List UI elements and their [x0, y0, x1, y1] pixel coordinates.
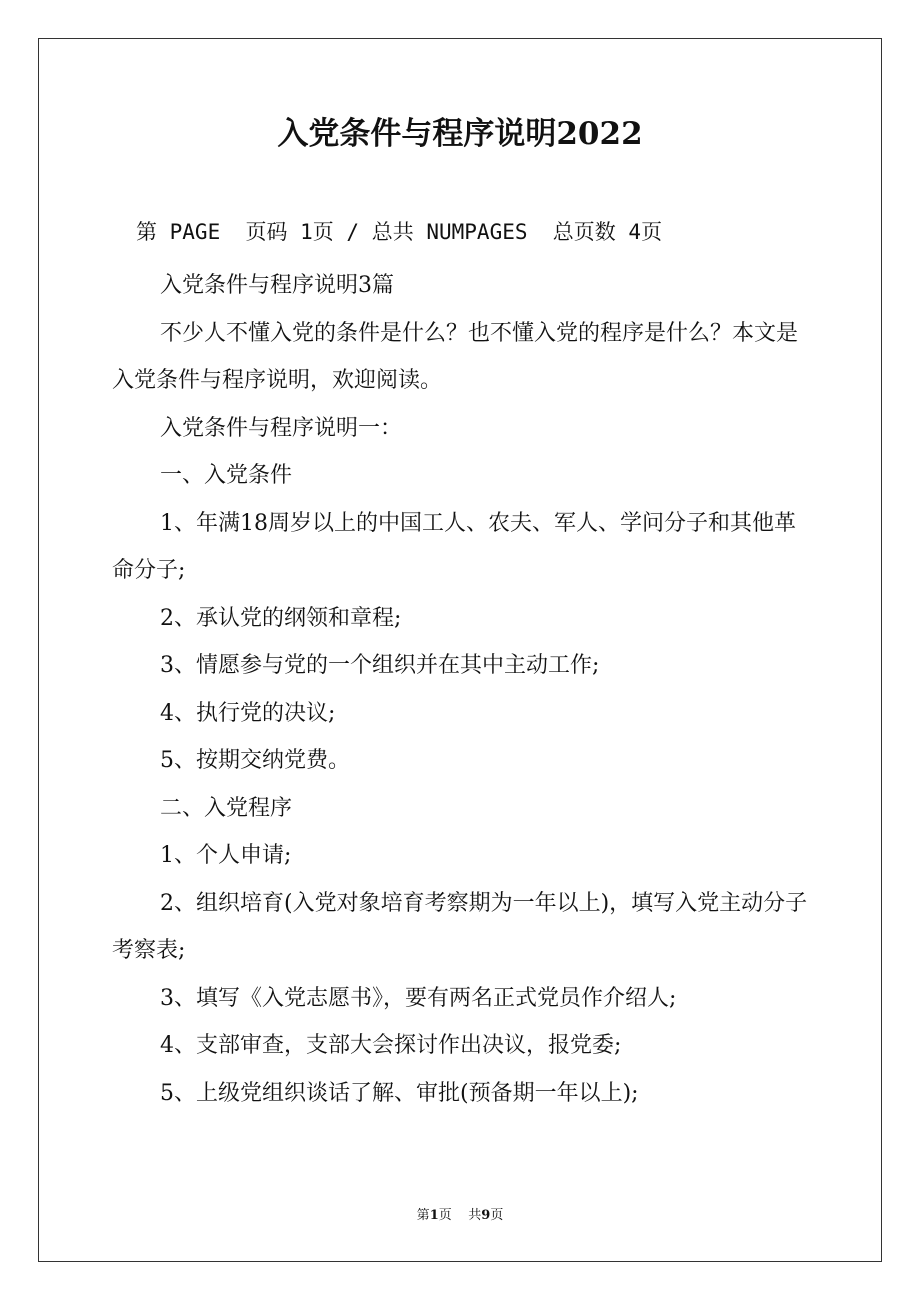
list-item: 4、执行党的决议; [160, 700, 336, 726]
footer-total-pages: 9 [481, 1208, 491, 1223]
page-footer [0, 1206, 920, 1226]
list-item: 5、上级党组织谈话了解、审批(预备期一年以上); [160, 1080, 639, 1106]
paragraph: 入党条件与程序说明3篇 [160, 273, 394, 298]
list-item: 4、支部审查，支部大会探讨作出决议，报党委; [160, 1033, 622, 1058]
list-item: 1、个人申请; [160, 843, 292, 868]
footer-mid: 页 共 [438, 1208, 482, 1223]
list-item: 1、年满18周岁以上的中国工人、农夫、军人、学问分子和其他革命分子; [112, 510, 796, 583]
paragraph: 不少人不懂入党的条件是什么？也不懂入党的程序是什么？本文是入党条件与程序说明，欢迎阅读。 [112, 320, 799, 393]
footer-current-page: 1 [429, 1208, 439, 1223]
list-item: 3、情愿参与党的一个组织并在其中主动工作; [160, 653, 600, 678]
footer-suffix: 页 [490, 1208, 504, 1223]
page-number-field: 第 PAGE 页码 1页 / 总共 NUMPAGES 总页数 4页 [136, 220, 663, 244]
list-item: 2、组织培育(入党对象培育考察期为一年以上)，填写入党主动分子考察表; [112, 890, 808, 963]
document-body [112, 262, 812, 1117]
section-heading: 一、入党条件 [160, 463, 293, 488]
document-title: 入党条件与程序说明2022 [277, 116, 643, 152]
paragraph: 入党条件与程序说明一： [160, 415, 403, 441]
list-item: 5、按期交纳党费。 [160, 748, 350, 773]
section-heading: 二、入党程序 [160, 795, 293, 821]
list-item: 2、承认党的纲领和章程; [160, 605, 402, 631]
footer-prefix: 第 [416, 1208, 430, 1223]
list-item: 3、填写《入党志愿书》，要有两名正式党员作介绍人; [160, 985, 677, 1011]
